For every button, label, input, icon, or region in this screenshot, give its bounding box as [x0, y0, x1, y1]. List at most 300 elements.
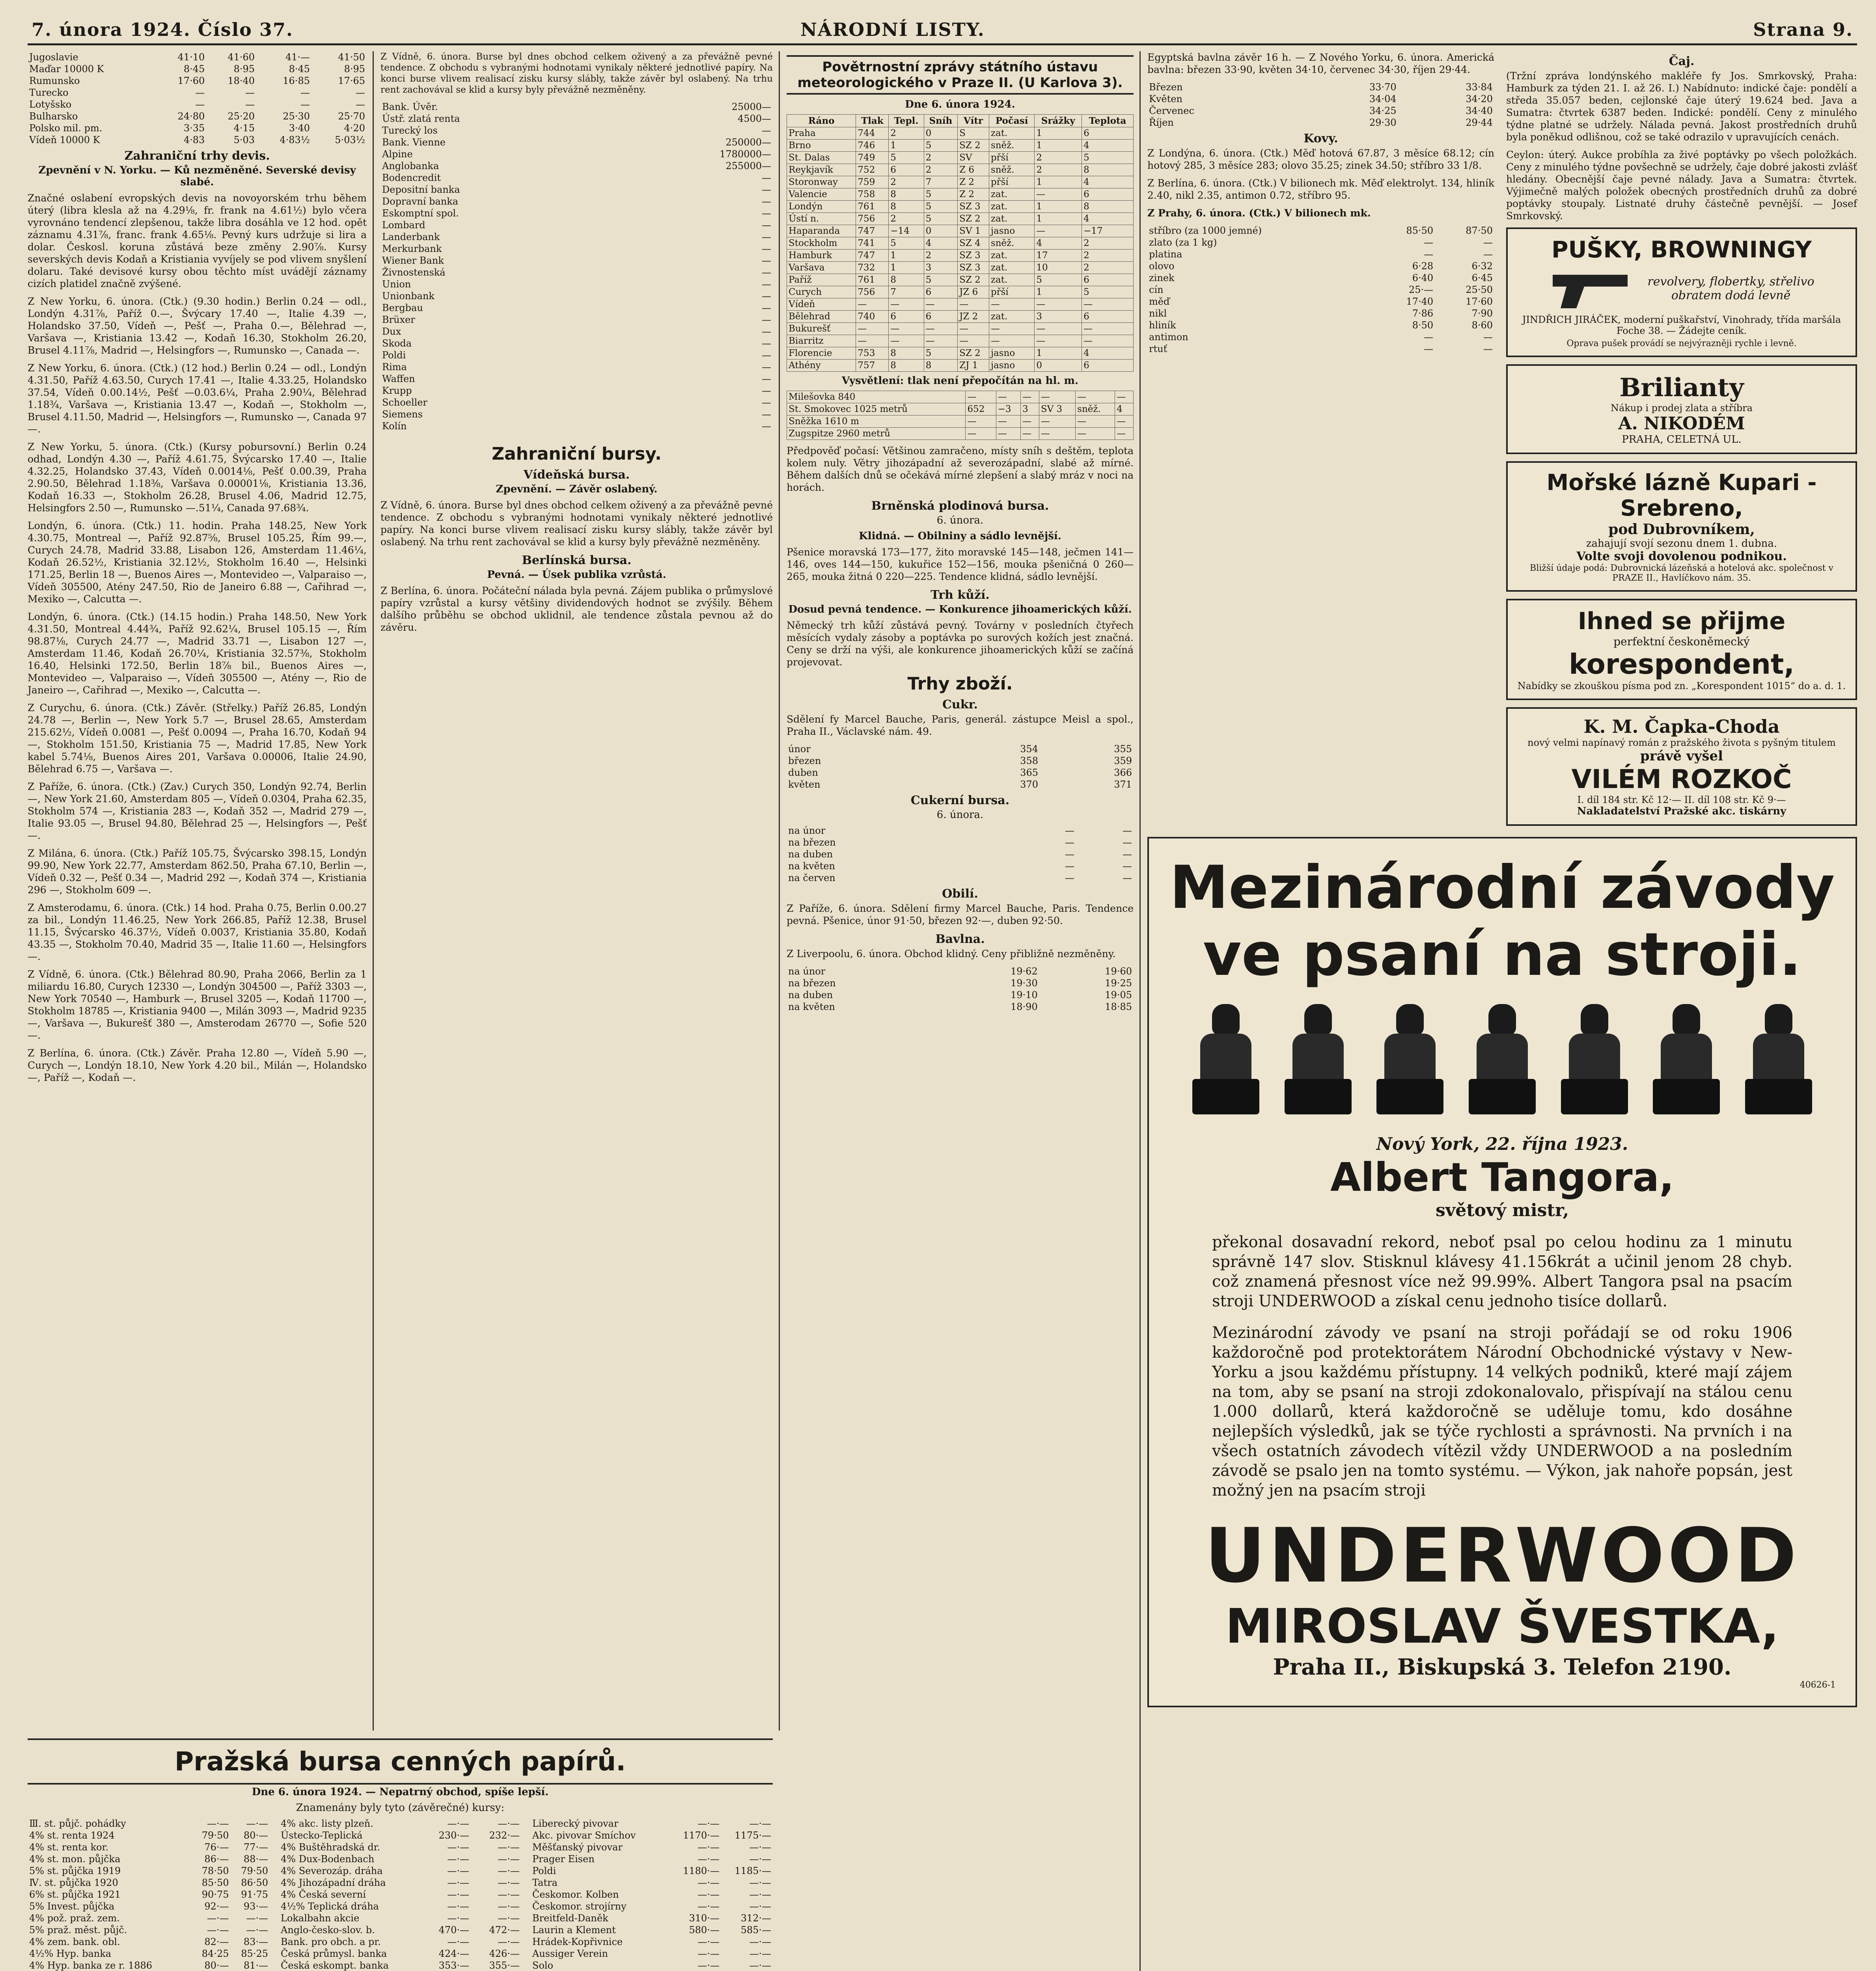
row-value: 580·—: [689, 1924, 720, 1936]
weather-value: −17: [1082, 225, 1134, 237]
prague-bourse-title: Pražská bursa cenných papírů.: [174, 1746, 626, 1777]
weather-station: Biarritz: [787, 335, 856, 347]
bursa-row: [380, 207, 773, 219]
weather-station: Haparanda: [787, 225, 856, 237]
weather-value: —: [889, 323, 924, 335]
underwood-address: Praha II., Biskupská 3. Telefon 2190.: [1273, 1654, 1732, 1680]
sugar-source: Sdělení fy Marcel Bauche, Paris, generál. zástupce Meisl a spol., Praha II., Václavské nám. 49.: [787, 714, 1134, 737]
typist-figure: [1653, 1004, 1720, 1118]
typist-figure: [1745, 1004, 1812, 1118]
row-value: —·—: [697, 1842, 720, 1853]
row-label: Poldi: [382, 350, 406, 361]
row-label: Landerbank: [382, 231, 440, 242]
row-value: 85·50: [1406, 225, 1434, 236]
column-foreign-bourses: [380, 51, 773, 639]
sugar-bourse-table: [787, 825, 1134, 884]
row-label: Liberecký pivovar: [532, 1818, 619, 1829]
row-value: 17·40: [1406, 296, 1434, 307]
mountain-station: Milešovka 840: [787, 391, 966, 403]
metal-row: [1147, 307, 1494, 319]
weather-value: —: [996, 428, 1021, 440]
weather-value: SZ 4: [958, 237, 989, 250]
weather-value: 8: [1082, 201, 1134, 213]
row-value: 88·—: [243, 1854, 268, 1865]
weather-row: [787, 360, 1134, 372]
row-value: 353·—: [438, 1960, 470, 1971]
weather-value: 2: [1082, 250, 1134, 262]
weather-station: Praha: [787, 127, 856, 140]
weather-value: —: [966, 415, 996, 428]
row-label: Hrádek-Kopřivnice: [532, 1936, 623, 1947]
rate-reports: [28, 295, 367, 1084]
row-value: 424·—: [438, 1948, 470, 1959]
rate-row: [28, 87, 367, 99]
weather-value: 756: [856, 286, 889, 298]
ad-brilianty: [1506, 364, 1857, 454]
row-value: 24·80: [177, 111, 205, 122]
row-value: —·—: [498, 1889, 520, 1900]
row-value: —: [1065, 825, 1074, 836]
bourse-row: [28, 1853, 270, 1865]
london-metals-report: Z Londýna, 6. února. (Ctk.) Měď hotová 67.87, 3 měsíce 68.12; cín hotový 285, 3 měsíce 283; olovo 35.25; zinek 34.50; stříbro 33 1/8.: [1147, 147, 1494, 171]
weather-value: 5: [924, 201, 957, 213]
row-value: 370: [1020, 779, 1038, 790]
weather-station: St. Dalas: [787, 152, 856, 164]
weather-value: 3: [1021, 403, 1039, 415]
row-value: 29·44: [1466, 117, 1493, 128]
weather-value: 6: [1082, 127, 1134, 140]
row-label: Bank. Úvěr.: [382, 101, 438, 112]
bourse-row: [28, 1877, 270, 1889]
row-value: 19·30: [1011, 978, 1038, 989]
row-label: Solo: [532, 1960, 554, 1971]
row-value: —: [762, 208, 771, 219]
weather-value: 6: [924, 311, 957, 323]
weather-value: —: [1035, 298, 1082, 311]
row-value: —·—: [498, 1877, 520, 1888]
bourse-row: [28, 1900, 270, 1912]
row-label: Bulharsko: [29, 111, 78, 122]
bourse-row: [531, 1829, 773, 1841]
sugar-bourse-row: [787, 836, 1134, 848]
bursa-row: [380, 136, 773, 148]
ad-correspondent-line1: perfektní českoněmecký: [1613, 635, 1750, 648]
weather-column-header: Teplota: [1082, 115, 1134, 127]
row-value: —: [1123, 861, 1132, 872]
row-value: 76·—: [204, 1842, 229, 1853]
weather-value: 2: [924, 164, 957, 176]
row-label: 6% st. půjčka 1921: [29, 1889, 121, 1900]
metal-row: [1147, 331, 1494, 343]
row-label: 5% Invest. půjčka: [29, 1901, 115, 1912]
bursa-row: [380, 326, 773, 337]
weather-column-header: Ráno: [787, 115, 856, 127]
bourse-row: [531, 1912, 773, 1924]
bourse-row: [531, 1877, 773, 1889]
mountain-station: St. Smokovec 1025 metrů: [787, 403, 966, 415]
row-value: 34·40: [1466, 105, 1493, 116]
weather-value: sněž.: [1076, 403, 1115, 415]
weather-value: —: [924, 298, 957, 311]
sugar-row: [787, 779, 1134, 790]
ad-correspondent-line3: Nabídky se zkouškou písma pod zn. „Korespondent 1015“ do a. d. 1.: [1517, 680, 1846, 691]
bursa-row: [380, 125, 773, 136]
row-value: 84·25: [201, 1948, 229, 1959]
underwood-brand: UNDERWOOD: [1205, 1512, 1800, 1599]
ad-brilianty-name: A. NIKODÉM: [1618, 414, 1745, 434]
metals-title: Kovy.: [1304, 132, 1338, 145]
weather-value: SZ 3: [958, 250, 989, 262]
row-label: Krupp: [382, 385, 412, 396]
row-value: 78·50: [201, 1865, 229, 1876]
weather-station: Reykjavík: [787, 164, 856, 176]
weather-value: jasno: [989, 360, 1034, 372]
weather-station: Ústí n.: [787, 213, 856, 225]
sugar-title: Cukr.: [942, 698, 978, 712]
row-value: —·—: [498, 1913, 520, 1924]
weather-value: 2: [889, 213, 924, 225]
weather-station: Curych: [787, 286, 856, 298]
weather-value: 6: [889, 164, 924, 176]
weather-value: 10: [1035, 262, 1082, 274]
weather-value: 5: [924, 347, 957, 360]
weather-note: Vysvětlení: tlak není přepočítán na hl. m.: [841, 375, 1079, 387]
weather-value: 1: [1035, 176, 1082, 188]
bursa-row: [380, 148, 773, 160]
weather-value: jasno: [989, 347, 1034, 360]
row-value: —: [1065, 861, 1074, 872]
prague-metals-title: Z Prahy, 6. února. (Ctk.) V bilionech mk.: [1147, 207, 1371, 219]
bourse-row: [279, 1877, 521, 1889]
row-value: —: [1123, 849, 1132, 860]
pistol-icon: [1549, 267, 1635, 310]
weather-value: —: [996, 391, 1021, 403]
row-value: —: [762, 267, 771, 278]
weather-value: 2: [1035, 164, 1082, 176]
mountain-weather-row: [787, 391, 1134, 403]
weather-value: 746: [856, 140, 889, 152]
tea-ads-subcolumn: [1506, 51, 1857, 833]
weather-value: 756: [856, 213, 889, 225]
weather-value: SZ 2: [958, 213, 989, 225]
row-label: 4% zem. bank. obl.: [29, 1936, 120, 1947]
row-value: 82·—: [204, 1936, 229, 1947]
weather-value: SV: [958, 152, 989, 164]
row-label: platina: [1149, 249, 1182, 260]
row-label: únor: [788, 743, 811, 754]
row-value: —·—: [749, 1854, 771, 1865]
row-value: —: [245, 99, 255, 110]
row-value: 366: [1114, 767, 1132, 778]
bourse-row: [28, 1865, 270, 1877]
row-value: 29·30: [1369, 117, 1397, 128]
row-label: Union: [382, 279, 411, 290]
row-value: —: [762, 291, 771, 302]
row-value: —·—: [447, 1877, 470, 1888]
row-value: —: [762, 184, 771, 195]
weather-value: 5: [1082, 152, 1134, 164]
row-label: Unionbank: [382, 291, 435, 302]
row-value: 470·—: [438, 1924, 470, 1936]
weather-value: —: [958, 335, 989, 347]
ad-brilianty-address: PRAHA, CELETNÁ UL.: [1622, 434, 1742, 445]
weather-row: [787, 250, 1134, 262]
bourse-row: [279, 1853, 521, 1865]
row-label: Ⅳ. st. půjčka 1920: [29, 1877, 118, 1888]
weather-value: sněž.: [989, 164, 1034, 176]
rate-report: Londýn, 6. února. (Ctk.) (14.15 hodin.) Praha 148.50, New York 4.31.50, Montreal 4.44¾, Paříž 92.62¼, Brusel 105.15 —, Řím 98.87⅛, Curych 24.77 —, Madrid 33.71 —, Lisabon 127 —, Amsterdam 11.46, Kodaň 26.70¼, Kristiania 32.57⅜, Stokholm 16.40, Helsinki 172.50, Berlin 18⅞ bil., Buenos Aires —, Montevideo —, Valparaiso —, Vídeň 305500 —, Atény —, Rio de Janeiro —, Cařihrad —, Mexiko —, Calcutta —.: [28, 611, 367, 696]
ad-underwood: [1147, 837, 1857, 1707]
row-value: 365: [1020, 767, 1038, 778]
row-value: —: [762, 326, 771, 337]
bursa-row: [380, 337, 773, 349]
weather-column-header: Tepl.: [889, 115, 924, 127]
row-label: Merkurbank: [382, 243, 442, 254]
row-label: cín: [1149, 284, 1164, 295]
row-value: 25·20: [228, 111, 255, 122]
ad-guns-title: PUŠKY, BROWNINGY: [1551, 236, 1812, 263]
ad-book-title: VILÉM ROZKOČ: [1571, 764, 1792, 794]
row-label: Českomor. Kolben: [532, 1889, 619, 1900]
rate-report: Z New Yorku, 6. února. (Ctk.) (9.30 hodin.) Berlin 0.24 — odl., Londýn 4.31⅞, Paříž 0.—, Švýcary 17.40 —, Italie 4.39 —, Holandsko 37.50, Vídeň —, Pešť —, Praha 0.—, Bělehrad —, Varšava —, Kristiania 13.42 —, Kodaň 16.30, Stokholm 26.20, Brusel 4.11⅞, Madrid —, Helsingfors —, Rumunsko —, Canada —.: [28, 296, 367, 356]
row-value: —: [762, 385, 771, 396]
weather-date: Dne 6. února 1924.: [905, 99, 1015, 110]
row-value: 6·32: [1471, 261, 1493, 272]
weather-value: 17: [1035, 250, 1082, 262]
bourse-row: [279, 1829, 521, 1841]
weather-column-header: Vítr: [958, 115, 989, 127]
masthead: [28, 16, 1857, 45]
weather-value: 4: [1082, 140, 1134, 152]
weather-station: Florencie: [787, 347, 856, 360]
typist-figure: [1192, 1004, 1259, 1118]
row-label: Anglobanka: [382, 160, 439, 171]
rate-report: Z Milána, 6. února. (Ctk.) Paříž 105.75, Švýcarsko 398.15, Londýn 99.90, New York 22.77, Amsterdam 862.50, Praha 67.10, Berlin —, Vídeň 0.32 —, Pešť 0.34 —, Madrid 292 —, Kodaň 374 —, Kristiania 296 —, Stokholm 609 —.: [28, 848, 367, 896]
bursa-row: [380, 385, 773, 397]
row-value: 90·75: [201, 1889, 229, 1900]
section-subtitle: Zpevnění v N. Yorku. — Ků nezměněné. Severské devisy slabé.: [38, 164, 356, 188]
row-value: —·—: [749, 1901, 771, 1912]
bursa-row: [380, 397, 773, 408]
foreign-bourses-title: Zahraniční bursy.: [492, 444, 662, 464]
row-value: —: [762, 196, 771, 207]
produce-bourse-headline: Klidná. — Obilniny a sádlo levnější.: [859, 530, 1061, 542]
weather-value: 4: [1082, 213, 1134, 225]
weather-row: [787, 127, 1134, 140]
weather-value: 5: [924, 274, 957, 286]
berlin-headline: Pevná. — Úsek publika vzrůstá.: [487, 569, 666, 581]
row-value: 18·85: [1105, 1001, 1132, 1012]
row-label: Ústř. zlatá renta: [382, 113, 460, 124]
bourse-row: [531, 1924, 773, 1936]
weather-value: 749: [856, 152, 889, 164]
row-value: 6·28: [1412, 261, 1434, 272]
weather-value: —: [958, 298, 989, 311]
bursa-row: [380, 361, 773, 373]
row-value: 8·45: [289, 63, 310, 75]
row-value: —·—: [246, 1924, 268, 1936]
weather-value: 4: [1115, 403, 1134, 415]
row-label: Turecký los: [382, 125, 438, 136]
bourse-row: [279, 1865, 521, 1877]
weather-value: —: [1035, 188, 1082, 201]
sugar-bourse-row: [787, 848, 1134, 860]
row-value: —: [195, 87, 205, 98]
weather-value: 5: [889, 237, 924, 250]
weather-value: 1: [1035, 347, 1082, 360]
weather-station: Valencie: [787, 188, 856, 201]
weather-value: přší: [989, 286, 1034, 298]
cotton-table: [787, 965, 1134, 1013]
row-label: 4% st. mon. půjčka: [29, 1854, 121, 1865]
ad-book-prices: I. díl 184 str. Kč 12·— II. díl 108 str. Kč 9·—: [1577, 794, 1786, 805]
weather-row: [787, 152, 1134, 164]
bursa-row: [380, 196, 773, 207]
sugar-row: [787, 755, 1134, 767]
row-value: 1780000—: [720, 149, 771, 160]
row-label: Laurin a Klement: [532, 1924, 616, 1936]
weather-value: 5: [1082, 286, 1134, 298]
row-label: měď: [1149, 296, 1170, 307]
row-value: —·—: [749, 1818, 771, 1829]
row-label: 4% Dux-Bodenbach: [281, 1854, 375, 1865]
row-label: 4% st. renta 1924: [29, 1830, 115, 1841]
ad-spa-title: Mořské lázně Kupari - Srebreno,: [1546, 470, 1817, 521]
weather-value: 6: [1082, 311, 1134, 323]
row-value: 86·—: [204, 1854, 229, 1865]
weather-station: Bukurešť: [787, 323, 856, 335]
row-value: —·—: [447, 1936, 470, 1947]
row-value: 93·—: [243, 1901, 268, 1912]
weather-station: Bělehrad: [787, 311, 856, 323]
row-value: 8·45: [183, 63, 205, 75]
weather-row: [787, 188, 1134, 201]
row-value: —·—: [749, 1936, 771, 1947]
weather-value: zat.: [989, 262, 1034, 274]
weather-value: Z 2: [958, 188, 989, 201]
weather-value: −14: [889, 225, 924, 237]
row-label: Dux: [382, 326, 401, 337]
ad-correspondent-title: Ihned se přijme: [1578, 607, 1786, 635]
row-value: —: [1424, 332, 1434, 343]
weather-value: 2: [1035, 152, 1082, 164]
bourse-row: [279, 1889, 521, 1900]
weather-value: —: [989, 298, 1034, 311]
weather-value: 761: [856, 201, 889, 213]
weather-value: 3: [1035, 311, 1082, 323]
bourse-row: [28, 1924, 270, 1936]
row-label: Anglo-česko-slov. b.: [281, 1924, 375, 1936]
section-intro: Značné oslabení evropských devis na novoyorském trhu během úterý (libra klesla až na 4.29⅛, fr. frank na 4.61½) bylo včera vyrovnáno tendencí zlepšenou, takže libra dosáhla ve 12 hod. opět záznamu 4.31⅞, franc. frank 4.65⅛. Pevný kurs udržuje si lira a dolar. Českosl. koruna zůstává beze změny 2.90⅞. Kursy severských devis Kodaň a Kristiania vyvíjely se pod vlivem snyšlení dolaru. Také devisové kursy obou těchto míst uvádějí záznamy cizích platidel značně zvýšené.: [28, 192, 367, 289]
row-value: 19·25: [1105, 978, 1132, 989]
weather-value: 6: [924, 286, 957, 298]
row-value: 83·—: [243, 1936, 268, 1947]
bursa-row: [380, 243, 773, 255]
skins-report: Německý trh kůží zůstává pevný. Továrny v posledních čtyřech měsících vydaly zásoby a poptávka po surových kožích jest značná. Ceny se drží na výši, ale konkurence jihoamerických kůží se začíná projevovat.: [787, 620, 1134, 668]
weather-row: [787, 176, 1134, 188]
bourse-row: [279, 1936, 521, 1948]
typists-illustration: [1192, 1004, 1812, 1118]
row-value: —: [300, 87, 310, 98]
bursa-row: [380, 231, 773, 243]
row-value: 19·60: [1105, 966, 1132, 977]
weather-value: 761: [856, 274, 889, 286]
top-rates-table: [28, 51, 367, 146]
weather-value: —: [966, 391, 996, 403]
row-value: 41·60: [228, 52, 255, 63]
bourse-row: [531, 1818, 773, 1829]
row-value: —: [1483, 343, 1493, 354]
row-value: 354: [1020, 743, 1038, 754]
row-value: —·—: [749, 1948, 771, 1959]
row-value: 19·10: [1011, 989, 1038, 1000]
row-value: —: [762, 421, 771, 432]
sugar-bourse-title: Cukerní bursa.: [910, 794, 1010, 807]
rate-row: [28, 75, 367, 87]
row-value: —·—: [697, 1901, 720, 1912]
row-value: 17·65: [338, 75, 365, 86]
row-label: Turecko: [29, 87, 69, 98]
row-value: 8·50: [1412, 320, 1434, 331]
weather-value: S: [958, 127, 989, 140]
row-label: na květen: [788, 861, 835, 872]
metal-row: [1147, 225, 1494, 237]
weather-value: 5: [1035, 274, 1082, 286]
weather-value: JZ 2: [958, 311, 989, 323]
bourse-row: [531, 1841, 773, 1853]
row-label: 4½% Teplická dráha: [281, 1901, 379, 1912]
row-value: —·—: [498, 1865, 520, 1876]
metal-row: [1147, 319, 1494, 331]
weather-row: [787, 274, 1134, 286]
weather-value: —: [1076, 391, 1115, 403]
row-label: Schoeller: [382, 397, 428, 408]
weather-value: 8: [889, 347, 924, 360]
row-value: —: [1483, 332, 1493, 343]
weather-value: 2: [924, 250, 957, 262]
row-value: 4500—: [737, 113, 771, 124]
row-label: Eskomptní spol.: [382, 208, 459, 219]
rate-row: [28, 63, 367, 75]
weather-value: —: [1035, 225, 1082, 237]
weather-row: [787, 237, 1134, 250]
underwood-paragraph-2: Mezinárodní závody ve psaní na stroji pořádají se od roku 1906 každoročně pod protektorátem Národní Obchodnické výstavy v New-Yorku a jsou každému přístupny. 14 velkých podniků, které mají zájem na tom, aby se psaní na stroji zdokonalovalo, přispívají na stálou cenu 1.000 dollarů, která každoročně se uděluje tomu, kdo dosáhne nejlepších výsledků, jak se týče rychlosti a správnosti. Na prvních i na všech ostatních závodech vítězil vždy UNDERWOOD a na posledním závodě se psalo jen na tomto systému. — Výkon, jak nahoře popsán, jest možný jen na psacím stroji: [1212, 1324, 1792, 1500]
underwood-ad-code: 40626-1: [1800, 1680, 1836, 1690]
underwood-champion-title: světový mistr,: [1435, 1200, 1569, 1220]
row-value: 25·—: [1408, 284, 1434, 295]
ad-brilianty-title: Brilianty: [1619, 373, 1744, 402]
weather-station: Storonway: [787, 176, 856, 188]
row-label: Bank. Vienne: [382, 137, 446, 148]
column-exchange-rates: [28, 51, 367, 1089]
row-value: —·—: [498, 1818, 520, 1829]
us-cotton-table: [1147, 81, 1494, 129]
masthead-page-number: Strana 9.: [1753, 19, 1853, 40]
weather-value: 7: [889, 286, 924, 298]
row-label: na duben: [788, 989, 833, 1000]
weather-value: SZ 2: [958, 274, 989, 286]
row-value: 92·—: [204, 1901, 229, 1912]
row-value: —: [1065, 872, 1074, 883]
weather-station: Varšava: [787, 262, 856, 274]
row-value: —: [195, 99, 205, 110]
row-value: —: [762, 255, 771, 266]
weather-value: 747: [856, 225, 889, 237]
metal-row: [1147, 284, 1494, 296]
row-value: 4·83½: [280, 134, 310, 145]
row-label: na červen: [788, 872, 835, 883]
ad-brilianty-line1: Nákup i prodej zlata a stříbra: [1611, 402, 1753, 414]
